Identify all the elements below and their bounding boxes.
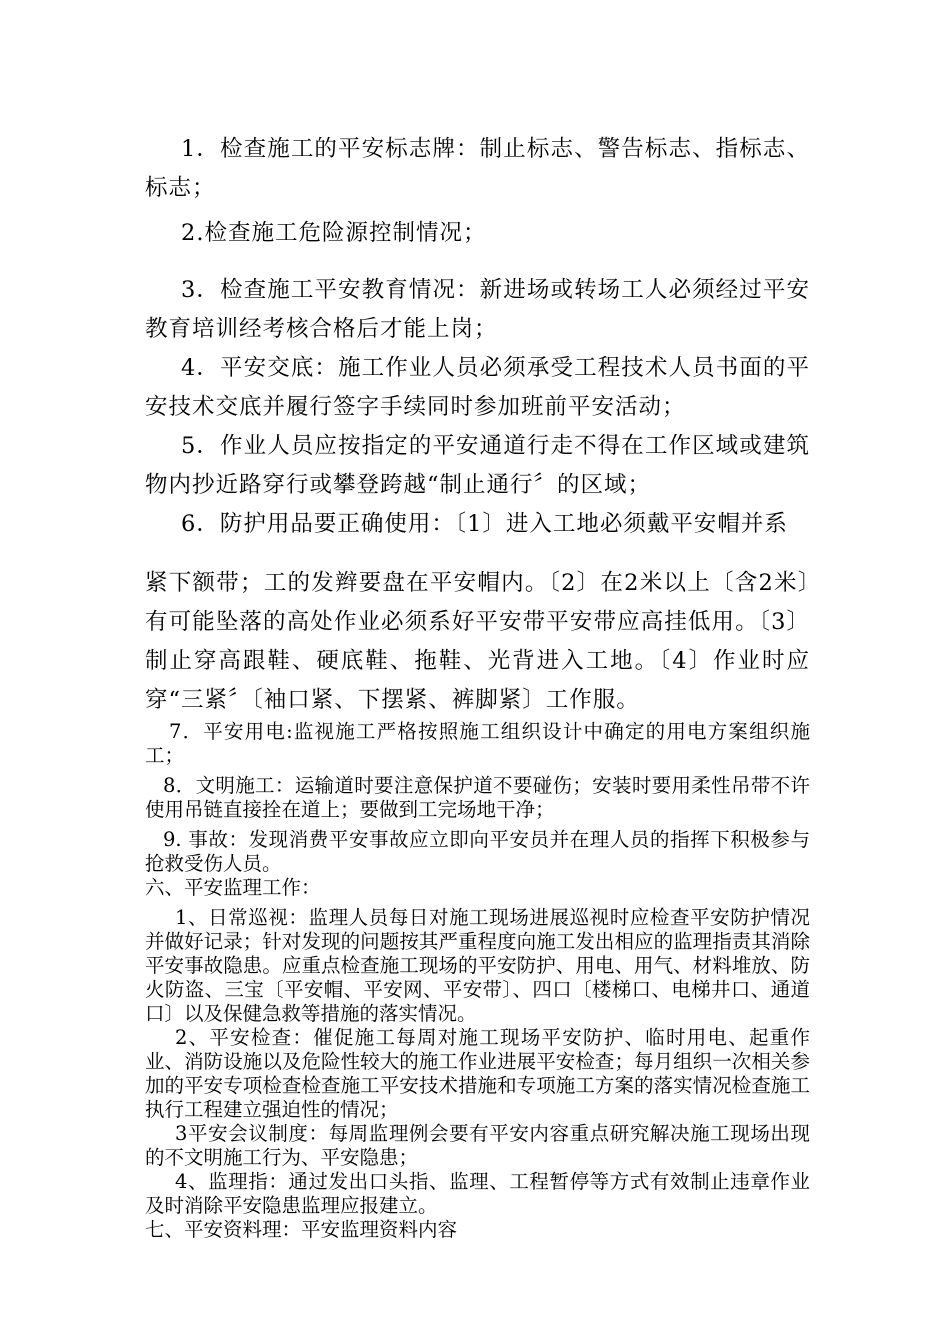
section-heading-7: 七、平安资料理：平安监理资料内容 (145, 1218, 458, 1241)
paragraph-5: 5．作业人员应按指定的平安通道行走不得在工作区域或建筑物内抄近路穿行或攀登跨越“制止通行〞的区域； (145, 433, 810, 498)
paragraph-4: 4．平安交底：施工作业人员必须承受工程技术人员书面的平安技术交底并履行签字手续同时参加班前平安活动； (145, 355, 810, 420)
document-body (145, 130, 810, 1242)
section-heading-6: 六、平安监理工作： (145, 876, 321, 899)
paragraph-2: 2.检查施工危险源控制情况； (181, 220, 487, 246)
paragraph-7: 7．平安用电:监视施工严格按照施工组织设计中确定的用电方案组织施工； (145, 720, 810, 767)
paragraph-s6-4: 4、监理指：通过发出口头指、监理、工程暂停等方式有效制止违章作业及时消除平安隐患监理应报建立。 (145, 1170, 810, 1217)
paragraph-8: 8．文明施工：运输道时要注意保护道不要碰伤；安装时要用柔性吊带不许使用吊链直接拴在道上；要做到工完场地干净； (145, 774, 810, 821)
paragraph-s6-2: 2、平安检查：催促施工每周对施工现场平安防护、临时用电、起重作业、消防设施以及危险性较大的施工作业进展平安检查；每月组织一次相关参加的平安专项检查检查施工平安技术措施和专项施工方案的落实情况检查施工执行工程建立强迫性的情况； (145, 1026, 810, 1121)
paragraph-3: 3．检查施工平安教育情况：新进场或转场工人必须经过平安教育培训经考核合格后才能上岗； (145, 277, 810, 342)
paragraph-s6-3: 3平安会议制度：每周监理例会要有平安内容重点研究解决施工现场出现的不文明施工行为、平安隐患； (145, 1122, 810, 1169)
paragraph-6-continued: 紧下额带；工的发辫要盘在平安帽内。〔2〕在2米以上〔含2米〕有可能坠落的高处作业必须系好平安带平安带应高挂低用。〔3〕制止穿高跟鞋、硬底鞋、拖鞋、光背进入工地。〔4〕作业时应穿“三紧〞〔袖口紧、下摆紧、裤脚紧〕工作服。 (145, 570, 810, 713)
paragraph-1: 1．检查施工的平安标志牌：制止标志、警告标志、指标志、标志； (145, 136, 810, 201)
paragraph-s6-1: 1、日常巡视：监理人员每日对施工现场进展巡视时应检查平安防护情况并做好记录；针对发现的问题按其严重程度向施工发出相应的监理指责其消除平安事故隐患。应重点检查施工现场的平安防护、用电、用气、材料堆放、防火防盗、三宝〔平安帽、平安网、平安带〕、四口〔楼梯口、电梯井口、通道口〕以及保健急救等措施的落实情况。 (145, 906, 810, 1025)
paragraph-6: 6．防护用品要正确使用：〔1〕进入工地必须戴平安帽并系 (181, 511, 788, 537)
paragraph-9: 9. 事故：发现消费平安事故应立即向平安员并在理人员的指挥下积极参与抢救受伤人员。 (145, 828, 810, 875)
